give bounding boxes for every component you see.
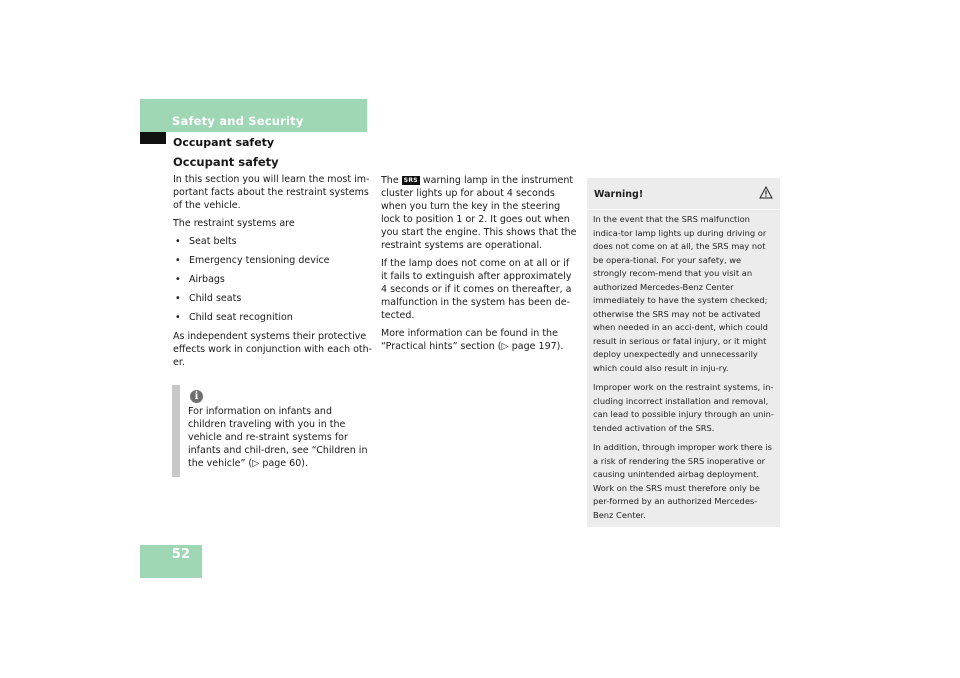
systems-intro: The restraint systems are — [173, 218, 295, 229]
note-bar — [172, 385, 180, 477]
intro-paragraph: In this section you will learn the most im-portant facts about the restraint systems of the vehicle. — [173, 174, 370, 211]
srs-warning-lamp-icon: SRS — [403, 177, 418, 184]
list-item: • Child seats — [175, 293, 242, 304]
warning-triangle-icon — [759, 186, 773, 199]
more-info-paragraph: More information can be found in the “Practical hints” section (▷ page 197). — [381, 328, 564, 352]
warning-paragraph: In the event that the SRS malfunction indica-tor lamp lights up during driving or does not come on at all, the SRS may not be opera-tional. For your safety, we strongly recom-mend that you visit an authorized Mercedes-Benz Center immediately to have the system checked; otherwise the SRS may not be activated when needed in an acci-dent, which could result in serious or fatal injury, or it might deploy unexpectedly and unnecessarily which could also result in inju-ry. — [593, 214, 768, 373]
list-item: • Child seat recognition — [175, 312, 293, 323]
warning-paragraph: In addition, through improper work there is a risk of rendering the SRS inoperative or causing unintended airbag deployment. Work on the SRS must therefore only be per-formed by an authorized Mercedes-Benz Center. — [593, 442, 772, 520]
bullet-icon: • — [175, 293, 181, 304]
section-tab-marker — [140, 132, 166, 144]
warning-box — [587, 178, 780, 527]
closing-paragraph: As independent systems their protective effects work in conjunction with each oth-er. — [173, 331, 373, 368]
malfunction-paragraph: If the lamp does not come on at all or if it fails to extinguish after approximately 4 seconds or if it comes on thereafter, a malfunction in the system has been de-tected. — [381, 258, 572, 321]
intro-column — [173, 155, 373, 374]
list-item: • Airbags — [175, 274, 225, 285]
note-text: For information on infants and children traveling with you in the vehicle and re-straint systems for infants and chil-dren, see “Children in the vehicle” (▷ page 60). — [188, 406, 368, 469]
warning-title: Warning! — [594, 189, 644, 200]
warning-divider — [587, 209, 780, 210]
srs-lamp-column — [381, 174, 577, 358]
bullet-icon: • — [175, 236, 181, 247]
warning-body — [593, 213, 777, 528]
page-number: 52 — [171, 547, 190, 562]
bullet-icon: • — [175, 274, 181, 285]
page-heading: Occupant safety — [173, 155, 279, 169]
info-icon: i — [190, 390, 203, 403]
srs-lamp-paragraph: The SRS warning lamp in the instrument cluster lights up for about 4 seconds when you turn the key in the steering lock to position 1 or 2. It goes out when you start the engine. This shows that the restraint systems are operational. — [381, 175, 577, 251]
bullet-icon: • — [175, 255, 181, 266]
list-item: • Seat belts — [175, 236, 237, 247]
section-title: Safety and Security — [172, 114, 304, 128]
subsection-title: Occupant safety — [173, 136, 275, 149]
list-item: • Emergency tensioning device — [175, 255, 330, 266]
restraint-systems-list — [173, 235, 373, 324]
info-note — [172, 385, 372, 477]
warning-paragraph: Improper work on the restraint systems, in-cluding incorrect installation and removal, can lead to possible injury through an unin-tended activation of the SRS. — [593, 382, 774, 433]
bullet-icon: • — [175, 312, 181, 323]
